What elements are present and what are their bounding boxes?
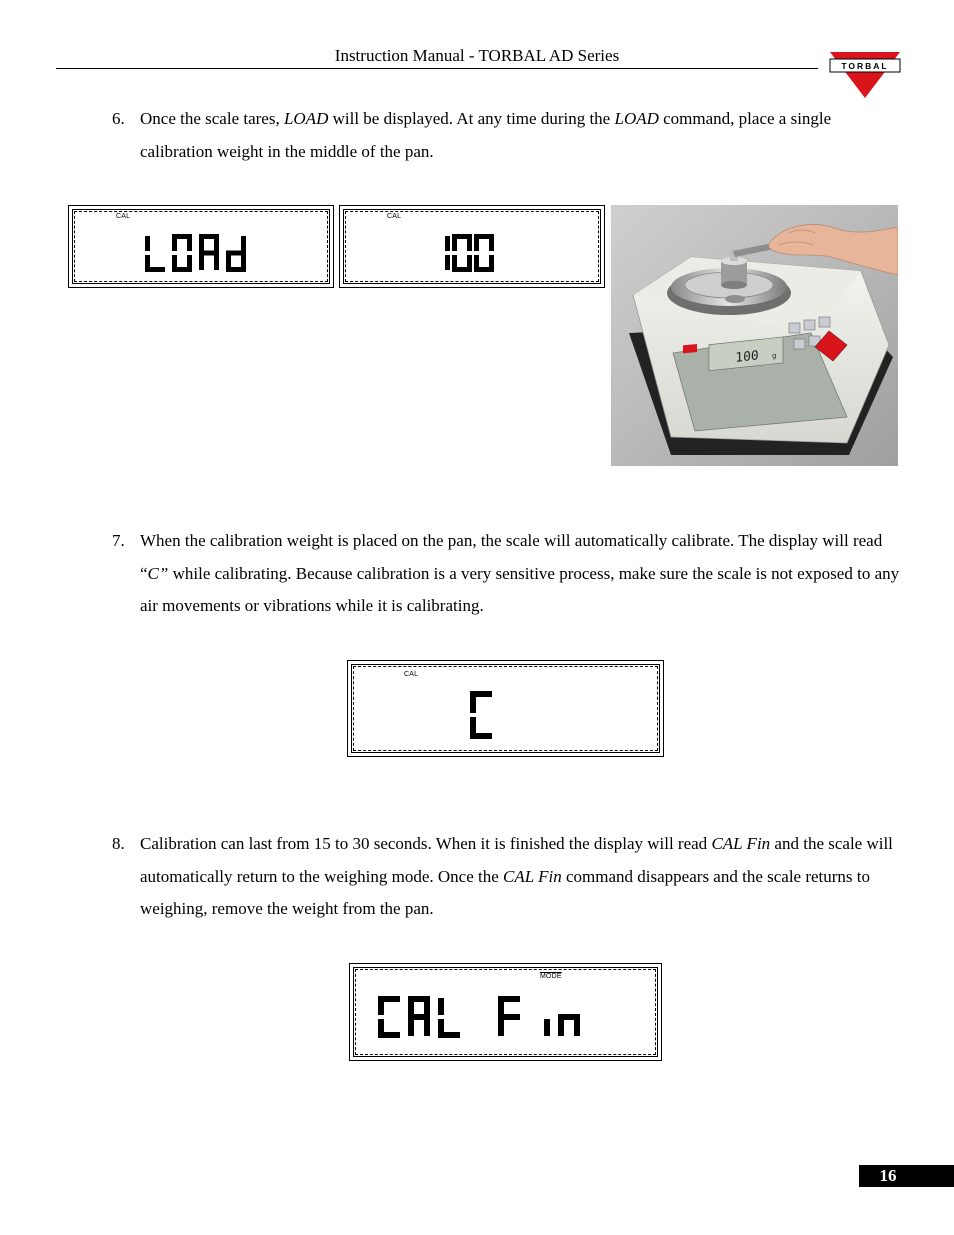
lcd-segment [187, 236, 192, 251]
lcd-segment [544, 1019, 550, 1036]
lcd-segment [467, 236, 472, 251]
lcd-digit [470, 691, 492, 739]
running-header: Instruction Manual - TORBAL AD Series [334, 46, 620, 65]
lcd-segment [424, 998, 430, 1015]
lcd-digit [408, 996, 430, 1036]
lcd-digit [438, 998, 460, 1038]
lcd-digit [452, 234, 472, 272]
readout-weight [340, 206, 606, 289]
step-text: Calibration can last from 15 to 30 seconds. When it is finished the display will read CAL Fin and the scale will automatically return to the weighing mode. Once the CAL Fin command disappears and the scale returns to weighing, remove the weight from the pan. [140, 834, 893, 918]
mode-annunciator: MODE [540, 973, 562, 980]
lcd-digit [226, 236, 246, 272]
lcd-segment [199, 251, 219, 256]
lcd-segment [558, 1014, 580, 1020]
lcd-segment [145, 236, 150, 251]
lcd-segment [226, 255, 231, 270]
lcd-segment [498, 998, 504, 1015]
lcd-display-calibrating [347, 660, 664, 757]
photo-unit: g [772, 350, 777, 361]
lcd-segment [498, 1014, 520, 1020]
lcd-segment [558, 1019, 564, 1036]
lcd-digit [544, 1019, 550, 1036]
lcd-segment [489, 236, 494, 251]
lcd-segment [445, 236, 450, 251]
lcd-segment [474, 236, 479, 251]
lcd-digit [558, 1014, 580, 1036]
lcd-digit [199, 234, 219, 270]
lcd-segment [408, 1019, 414, 1036]
step-number: 8. [112, 834, 125, 853]
lcd-segment [241, 236, 246, 251]
lcd-digit [145, 236, 165, 272]
step-number: 7. [112, 531, 125, 550]
lcd-segment [424, 1019, 430, 1036]
lcd-segment [498, 1019, 504, 1036]
torbal-logo [828, 44, 902, 100]
lcd-segment [199, 236, 204, 251]
photo-readout: 100 [735, 348, 759, 366]
step-number: 6. [112, 109, 125, 128]
cal-annunciator: CAL [116, 213, 131, 220]
lcd-segment [145, 255, 150, 270]
lcd-segment [199, 255, 204, 270]
lcd-segment [214, 236, 219, 251]
lcd-digit [172, 234, 192, 272]
lcd-segment [408, 998, 414, 1015]
lcd-segment [474, 255, 479, 270]
lcd-segment [438, 1019, 444, 1036]
lcd-display-load [68, 205, 334, 288]
lcd-segment [452, 255, 457, 270]
cal-annunciator: CAL [404, 671, 419, 678]
lcd-segment [214, 255, 219, 270]
lcd-digit [498, 996, 520, 1036]
lcd-digit [474, 234, 494, 272]
lcd-segment [445, 255, 450, 270]
readout-load [69, 206, 335, 289]
readout-finished [350, 964, 663, 1062]
lcd-segment [378, 998, 384, 1015]
lcd-display-weight [339, 205, 605, 288]
lcd-segment [438, 998, 444, 1015]
lcd-segment [470, 693, 476, 713]
lcd-segment [378, 1019, 384, 1036]
lcd-segment [226, 251, 246, 256]
step-text: When the calibration weight is placed on the pan, the scale will automatically calibrate. The display will read “C” while calibrating. Because calibration is a very sensitive process, make sure the scale is not exposed to any air movements or vibrations while it is calibrating. [140, 531, 900, 615]
cal-annunciator: CAL [387, 213, 402, 220]
page-number-badge [859, 1165, 954, 1187]
lcd-segment [470, 717, 476, 737]
readout-calibrating [348, 661, 665, 758]
lcd-segment [172, 255, 177, 270]
logo-text: TORBAL [841, 61, 889, 71]
step-text: Once the scale tares, LOAD will be displayed. At any time during the LOAD command, place a single calibration weight in the middle of the pan. [140, 109, 832, 161]
lcd-digit [445, 236, 450, 270]
lcd-digit [378, 996, 400, 1038]
page-number: 16 [879, 1166, 897, 1185]
lcd-segment [574, 1019, 580, 1036]
lcd-display-finished [349, 963, 662, 1061]
lcd-segment [172, 236, 177, 251]
header-rule [56, 68, 818, 69]
lcd-segment [408, 1014, 430, 1020]
scale-photo [611, 205, 898, 466]
lcd-segment [452, 236, 457, 251]
